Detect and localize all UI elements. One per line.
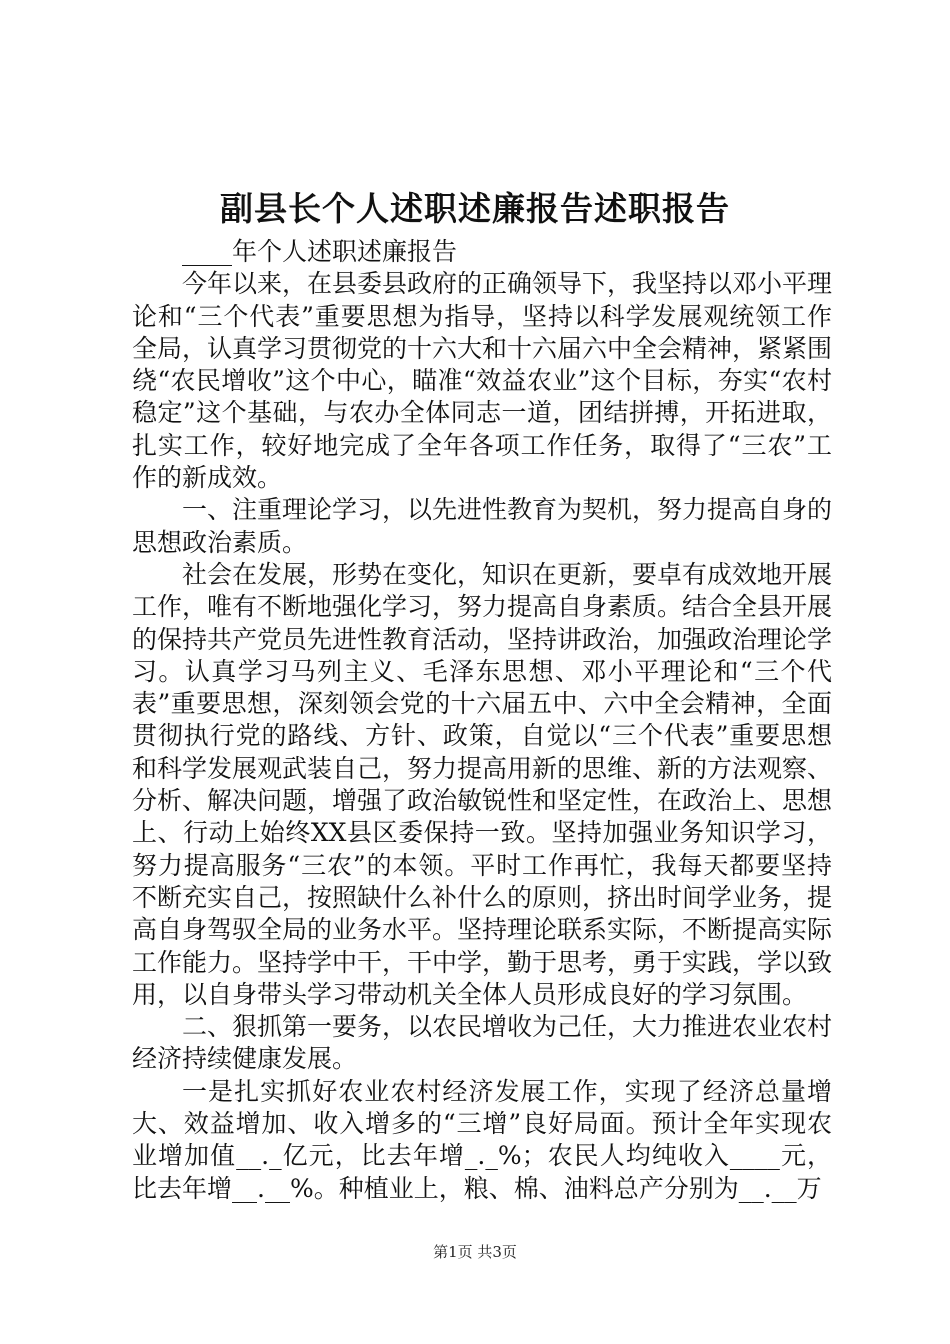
section-heading-1: 一、注重理论学习，以先进性教育为契机，努力提高自身的思想政治素质。 <box>132 495 833 557</box>
paragraph-intro: 今年以来，在县委县政府的正确领导下，我坚持以邓小平理论和“三个代表”重要思想为指导，坚持以科学发展观统领工作全局，认真学习贯彻党的十六大和十六届六中全会精神，紧紧围绕“农民增收”这个中心，瞄准“效益农业”这个目标，夯实“农村稳定”这个基础，与农办全体同志一道，团结拼搏，开拓进取，扎实工作，较好地完成了全年各项工作任务，取得了“三农”工作的新成效。 <box>132 269 833 493</box>
report-subtitle: ____年个人述职述廉报告 <box>182 237 458 266</box>
document-body <box>132 236 832 1205</box>
paragraph-economy: 一是扎实抓好农业农村经济发展工作，实现了经济总量增大、效益增加、收入增多的“三增”良好局面。预计全年实现农业增加值__._亿元，比去年增_._%；农民人均纯收入____元，比去年增__.__%。种植业上，粮、棉、油料总产分别为__.__万 <box>132 1076 832 1203</box>
document-title: 副县长个人述职述廉报告述职报告 <box>220 189 730 228</box>
paragraph-study: 社会在发展，形势在变化，知识在更新，要卓有成效地开展工作，唯有不断地强化学习，努力提高自身素质。结合全县开展的保持共产党员先进性教育活动，坚持讲政治，加强政治理论学习。认真学习马列主义、毛泽东思想、邓小平理论和“三个代表”重要思想，深刻领会党的十六届五中、六中全会精神，全面贯彻执行党的路线、方针、政策，自觉以“三个代表”重要思想和科学发展观武装自己，努力提高用新的思维、新的方法观察、分析、解决问题，增强了政治敏锐性和坚定性，在政治上、思想上、行动上始终XX县区委保持一致。坚持加强业务知识学习，努力提高服务“三农”的本领。平时工作再忙，我每天都要坚持不断充实自己，按照缺什么补什么的原则，挤出时间学业务，提高自身驾驭全局的业务水平。坚持理论联系实际，不断提高实际工作能力。坚持学中干，干中学，勤于思考，勇于实践，学以致用，以自身带头学习带动机关全体人员形成良好的学习氛围。 <box>132 559 833 1009</box>
section-heading-2: 二、狠抓第一要务，以农民增收为己任，大力推进农业农村经济持续健康发展。 <box>132 1012 833 1074</box>
page-number: 第1页 共3页 <box>433 1243 517 1261</box>
